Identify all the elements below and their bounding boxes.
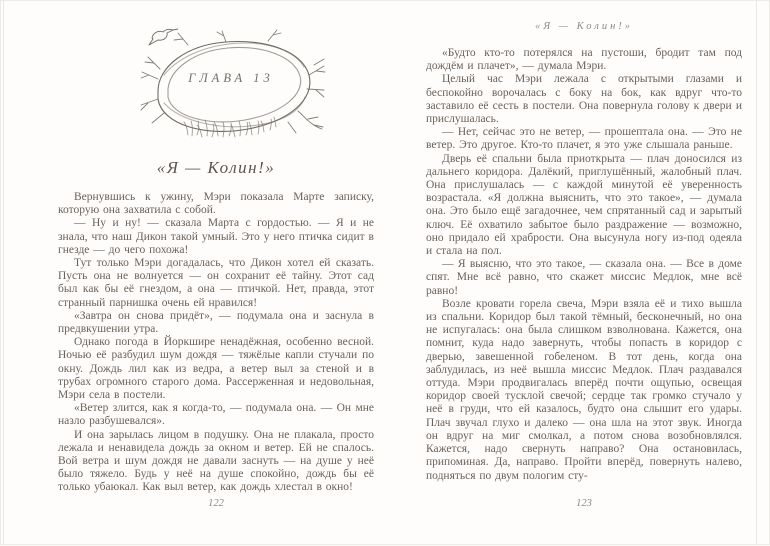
paragraph: — Я выясню, что это такое, — сказала она. — Все в доме спят. Мне всё равно, что скажет миссис Медлок, мне всё равно! — [426, 258, 742, 297]
paragraph: Вернувшись к ужину, Мэри показала Марте записку, которую она захватила с собой. — [58, 191, 374, 217]
page-number-left: 122 — [208, 498, 224, 509]
wreath-drawing — [128, 27, 334, 153]
running-head: «Я — Колин!» — [534, 21, 634, 32]
page-number-right: 123 — [576, 498, 592, 509]
paragraph: — Нет, сейчас это не ветер, — прошептала она. — Это не ветер. Это другое. Кто-то плачет, я это уже слышала раньше. — [426, 126, 742, 152]
paragraph: Однако погода в Йоркшире ненадёжная, особенно весной. Ночью её разбудил шум дождя — тяжёлые капли стучали по окну. Дождь лил как из ведра, а ветер выл за стеной и в трубах огромного старого дома. Рассерженная и недовольная, Мэри села в постели. — [58, 336, 374, 402]
wreath-branches-icon — [158, 42, 310, 132]
page-left — [58, 1, 374, 546]
paragraph: Целый час Мэри лежала с открытыми глазами и беспокойно ворочалась с боку на бок, как вдруг что-то заставило её сесть в постели. Она повернула голову к двери и прислушалась. — [426, 73, 742, 126]
paragraph: Тут только Мэри догадалась, что Дикон хотел ей сказать. Пусть она не волнуется — он сохранит её тайну. Этот сад был как бы её гнездом, а она — птичкой. Нет, правда, этот странный парнишка очень ей нравился! — [58, 257, 374, 309]
bird-icon — [149, 29, 178, 45]
paragraph: Дверь её спальни была приоткрыта — плач доносился из дальнего коридора. Далёкий, приглушённый, жалобный плач. Она прислушалась — с каждой минутой её уверенность возрастала. «Я должна выяснить, что это такое», — думала она. Это было ещё загадочнее, чем спрятанный сад и зарытый ключ. Её охватило забытое было раздражение — возможно, оно придало ей храбрости. Она высунула ногу из-под одеяла и стала на пол. — [426, 152, 742, 258]
chapter-wreath-illustration — [128, 27, 334, 153]
paragraph: — Ну и ну! — сказала Марта с гордостью. — Я и не знала, что наш Дикон такой умный. Это у него птичка сидит в гнезде — до чего похожа! — [58, 217, 374, 256]
left-page-text — [58, 191, 374, 495]
scan-edge-right — [756, 1, 757, 544]
paragraph: «Завтра он снова придёт», — подумала она и заснула в предвкушении утра. — [58, 309, 374, 336]
paragraph: И она зарылась лицом в подушку. Она не плакала, просто лежала и ненавидела дождь за окном и ветер. Ей не спалось. Вой ветра и шум дождя не давали заснуть — на душе у неё было тяжело. Будь у неё на душе спокойно, дождь бы её только убаюкал. Как выл ветер, как дождь хлестал в окно! — [58, 428, 374, 494]
scan-edge-left — [3, 1, 4, 544]
chapter-title: «Я — Колин!» — [156, 158, 276, 177]
paragraph: Возле кровати горела свеча, Мэри взяла её и тихо вышла из спальни. Коридор был такой тёмный, бесконечный, но она не испугалась: она была слишком взволнована. Кажется, она помнит, куда надо завернуть, чтобы попасть в коридор с дверью, завешенной гобеленом. В тот день, когда она заблудилась, из неё вышла миссис Медлок. Плач раздавался оттуда. Мэри продвигалась вперёд почти ощупью, освещая коридор своей тусклой свечой; сердце так громко стучало у неё в груди, что ей казалось, будто она слышит его удары. Плач звучал глухо и далеко — она шла на этот звук. Иногда он вдруг на миг смолкал, а потом снова возобновлялся. Кажется, надо свернуть направо? Она остановилась, припоминая. Да, направо. Пройти вперёд, повернуть налево, подняться по двум пологим сту- — [426, 297, 742, 482]
chapter-number: ГЛАВА 13 — [188, 71, 274, 85]
paragraph: «Будто кто-то потерялся на пустоши, бродит там под дождём и плачет», — думала Мэри. — [426, 47, 742, 73]
paragraph: «Ветер злится, как я когда-то, — подумала она. — Он мне назло разбушевался». — [58, 402, 374, 428]
right-page-text — [426, 47, 742, 483]
page-right — [426, 1, 742, 546]
